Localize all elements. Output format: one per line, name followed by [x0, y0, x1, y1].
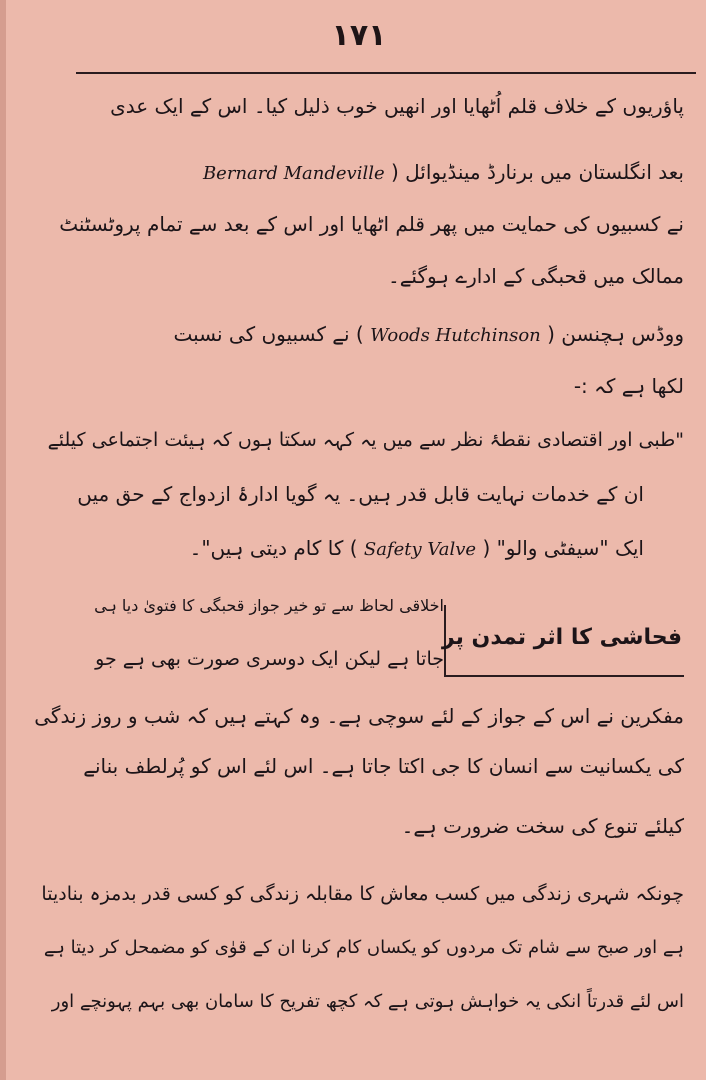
text-line: پاؤریوں کے خلاف قلم اُٹھایا اور انھیں خوب ذلیل کیا۔ اس کے ایک عدی — [110, 94, 684, 118]
text-line: ہے اور صبح سے شام تک مردوں کو یکساں کام کرنا ان کے قوٰی کو مضمحل کر دیتا ہے — [43, 937, 684, 958]
text-line: مفکرین نے اس کے جواز کے لئے سوچی ہے۔ وہ کہتے ہیں کہ شب و روز زندگی — [34, 704, 684, 728]
page-number: ۱۷۱ — [331, 18, 387, 53]
text-line — [173, 320, 684, 350]
section-heading: فحاشی کا اثر تمدن پر — [441, 625, 682, 650]
quote-line: ان کے خدمات نہایت قابل قدر ہیں۔ یہ گویا ادارۂ ازدواج کے حق میں — [77, 482, 644, 506]
quote-line — [190, 534, 644, 564]
text-span: ) کا کام دیتی ہیں"۔ — [189, 536, 358, 560]
text-line: لکھا ہے کہ :- — [573, 374, 684, 398]
quote-line: "طبی اور اقتصادی نقطۂ نظر سے میں یہ کہہ سکتا ہوں کہ ہیئت اجتماعی کیلئے — [47, 429, 684, 451]
text-line: کی یکسانیت سے انسان کا جی اکتا جاتا ہے۔ اس لئے اس کو پُرلطف بنانے — [83, 754, 684, 778]
text-line: جاتا ہے لیکن ایک دوسری صورت بھی ہے جو — [95, 648, 444, 670]
text-span: ایک "سیفٹی والو" ( — [482, 536, 644, 560]
latin-name: Woods Hutchinson — [370, 325, 541, 346]
section-heading-box — [441, 605, 684, 677]
text-line: اس لئے قدرتاً انکی یہ خواہش ہوتی ہے کہ کچھ تفریح کا سامان بھی بہم پہونچے اور — [51, 991, 684, 1012]
text-line: چونکہ شہری زندگی میں کسب معاش کا مقابلہ زندگی کو کسی قدر بدمزہ بنادیتا — [41, 883, 684, 905]
text-line — [203, 158, 684, 188]
text-line: نے کسبیوں کی حمایت میں پھر قلم اٹھایا اور اس کے بعد سے تمام پروٹسٹنٹ — [59, 212, 684, 236]
text-span: بعد انگلستان میں برنارڈ مینڈیوائل ( — [391, 160, 684, 184]
text-line: اخلاقی لحاظ سے تو خیر جواز قحبگی کا فتویٰ دیا ہی — [94, 596, 444, 615]
text-span: ) نے کسبیوں کی نسبت — [173, 322, 364, 346]
header-rule — [76, 72, 696, 74]
text-line: ممالک میں قحبگی کے ادارے ہوگئے۔ — [387, 264, 684, 288]
latin-name: Bernard Mandeville — [202, 163, 385, 184]
text-span: ووڈس ہچنسن ( — [547, 322, 684, 346]
text-line: کیلئے تنوع کی سخت ضرورت ہے۔ — [401, 814, 684, 838]
latin-term: Safety Valve — [363, 539, 477, 560]
